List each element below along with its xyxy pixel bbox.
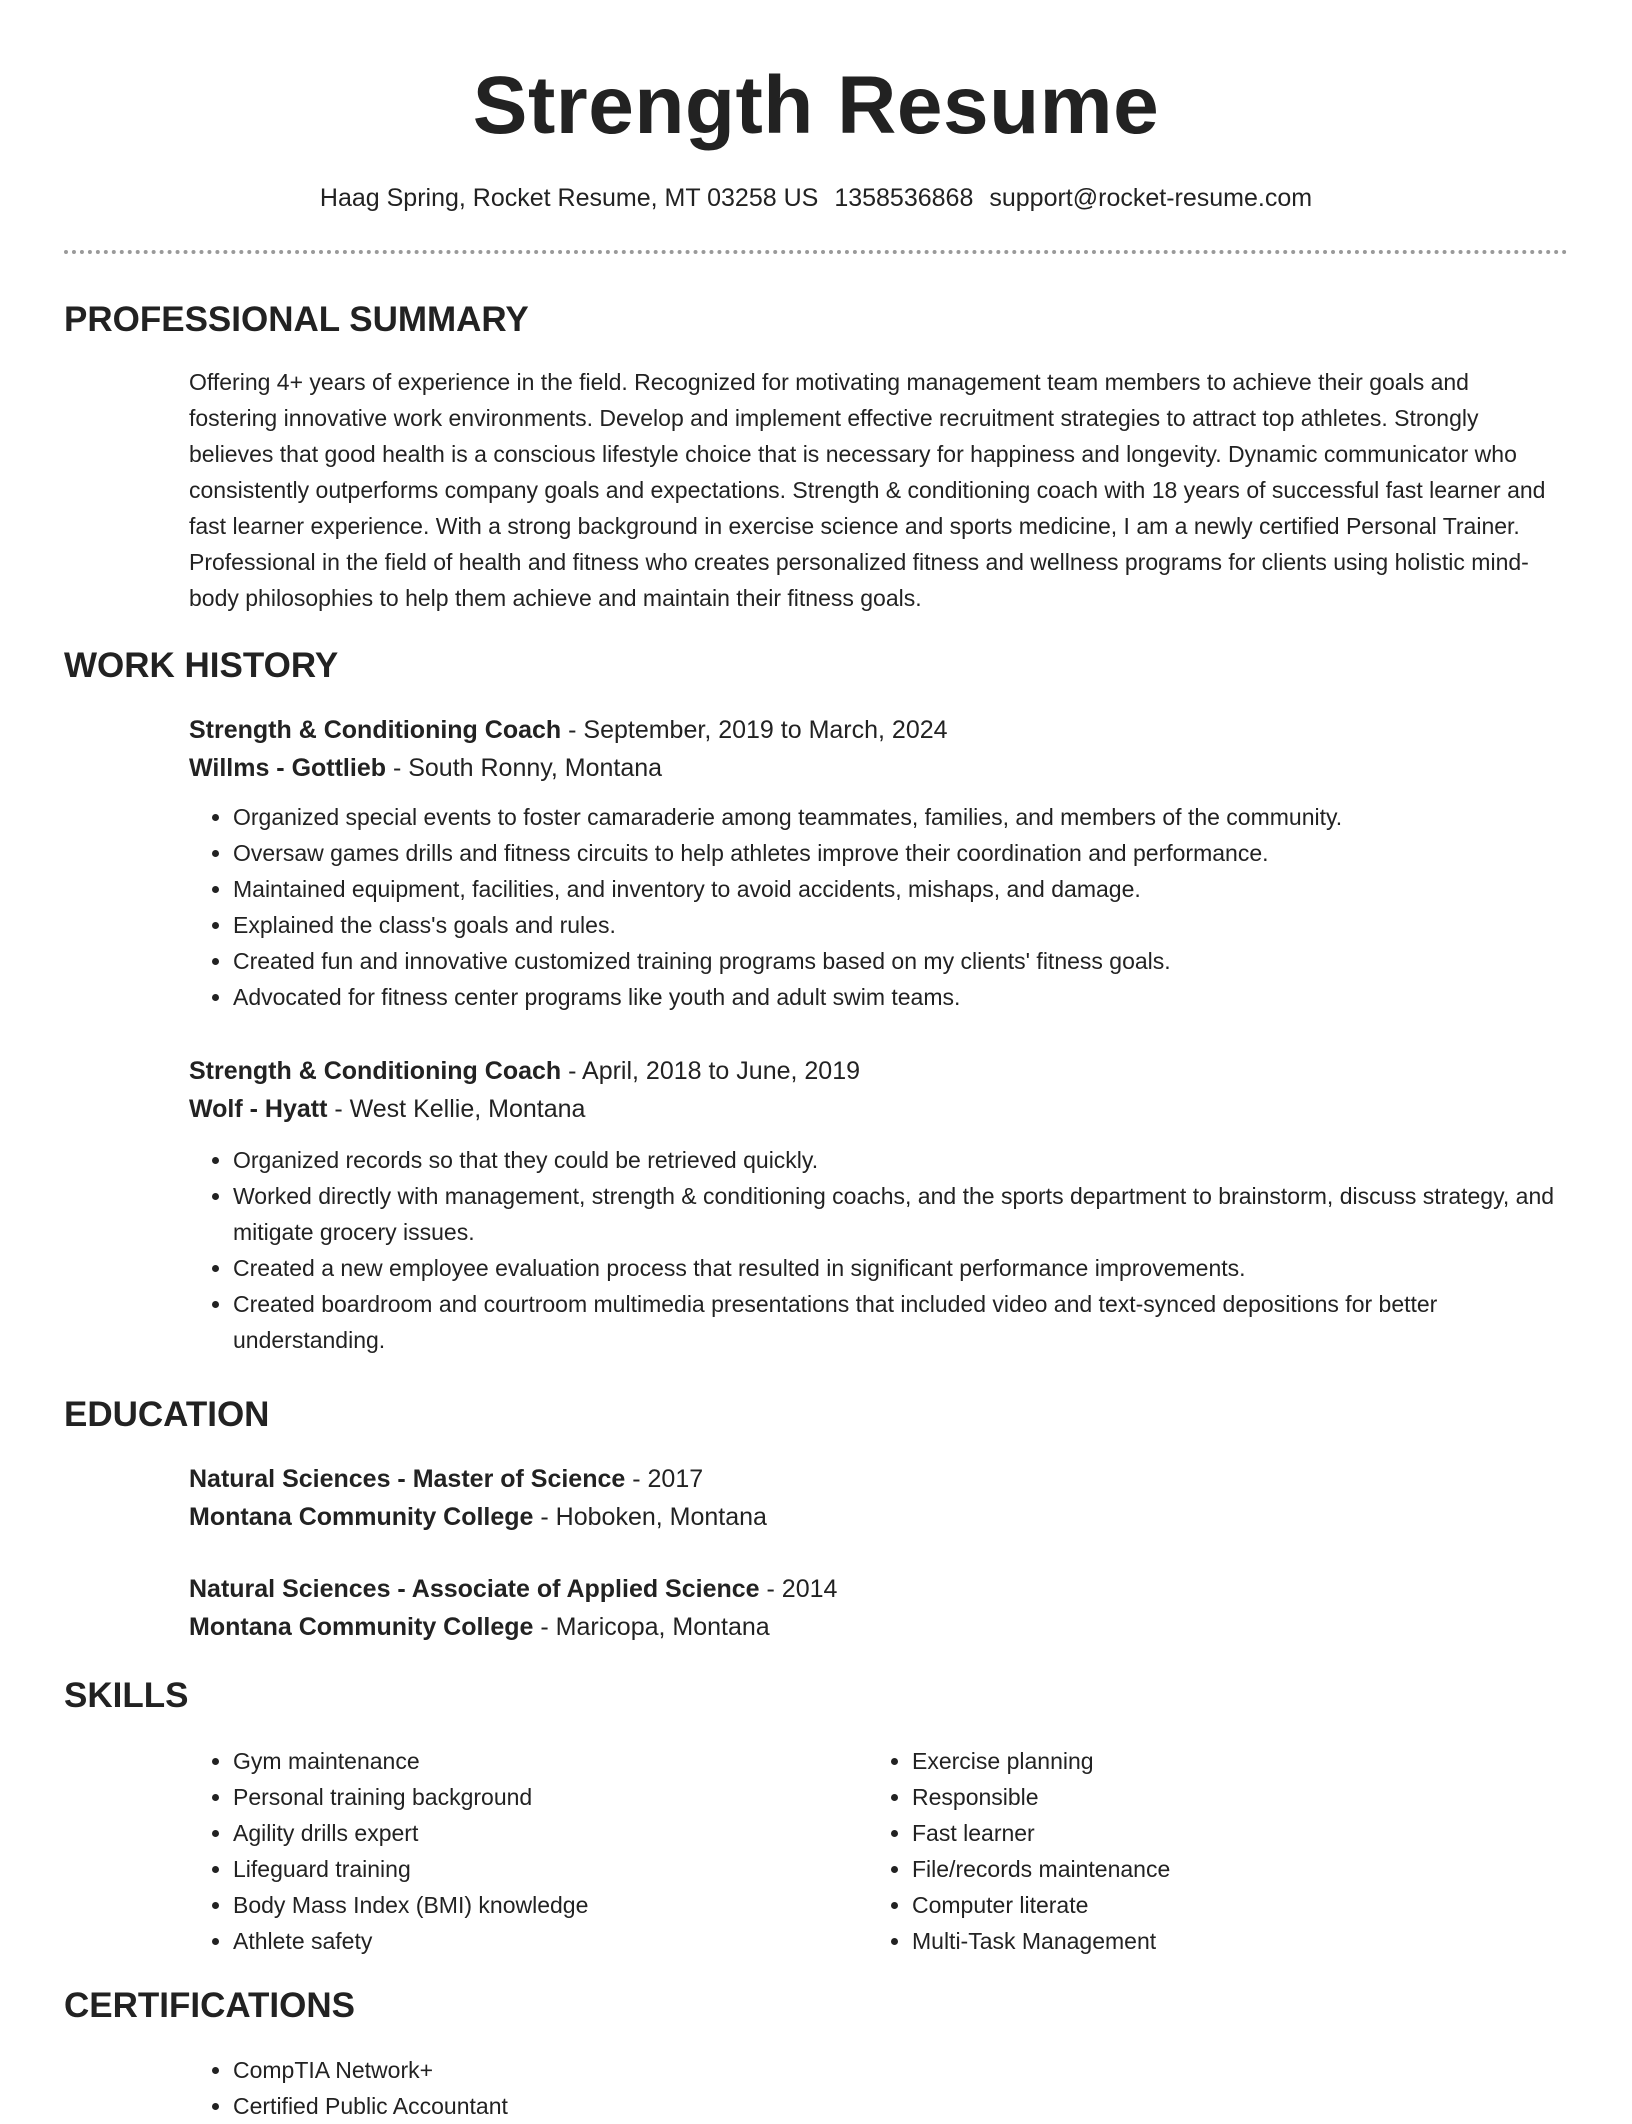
work-history-heading: WORK HISTORY: [64, 646, 339, 685]
education-entry-1: [189, 1460, 1559, 1536]
job-entry-1: [189, 711, 1559, 1015]
list-item: • Personal training background: [233, 1779, 829, 1815]
list-item: • File/records maintenance: [912, 1851, 1508, 1887]
list-item: • Created boardroom and courtroom multimedia presentations that included video and text-synced depositions for better understanding.: [233, 1286, 1559, 1358]
skills-heading: SKILLS: [64, 1676, 189, 1715]
degree-name: Natural Sciences - Master of Science: [189, 1465, 626, 1493]
list-item: • Maintained equipment, facilities, and inventory to avoid accidents, mishaps, and damage.: [233, 871, 1559, 907]
job-title-line: [189, 711, 1559, 749]
school-location: - Maricopa, Montana: [533, 1613, 770, 1641]
education-heading: EDUCATION: [64, 1395, 270, 1434]
list-item: • Lifeguard training: [233, 1851, 829, 1887]
list-item: • Organized records so that they could be retrieved quickly.: [233, 1142, 1559, 1178]
school-name: Montana Community College: [189, 1503, 534, 1531]
list-item: • Gym maintenance: [233, 1743, 829, 1779]
list-item: • Explained the class's goals and rules.: [233, 907, 1559, 943]
resume-name: Strength Resume: [472, 60, 1160, 151]
summary-text: Offering 4+ years of experience in the field. Recognized for motivating management team members to achieve their goals and fostering innovative work environments. Develop and implement effective recruitment strategies to attract top athletes. Strongly believes that good health is a conscious lifestyle choice that is necessary for happiness and longevity. Dynamic communicator who consistently outperforms company goals and expectations. Strength & conditioning coach with 18 years of successful fast learner and fast learner experience. With a strong background in exercise science and sports medicine, I am a newly certified Personal Trainer. Professional in the field of health and fitness who creates personalized fitness and wellness programs for clients using holistic mind-body philosophies to help them achieve and maintain their fitness goals.: [189, 369, 1546, 611]
summary-section: [189, 364, 1559, 616]
job-location: - South Ronny, Montana: [386, 754, 663, 782]
certifications-list: [189, 2052, 1559, 2124]
list-item: • Created a new employee evaluation process that resulted in significant performance improvements.: [233, 1250, 1559, 1286]
list-item: • Body Mass Index (BMI) knowledge: [233, 1887, 829, 1923]
job-dates: - April, 2018 to June, 2019: [561, 1057, 861, 1085]
list-item: • Worked directly with management, strength & conditioning coachs, and the sports department to brainstorm, discuss strategy, and mitigate grocery issues.: [233, 1178, 1559, 1250]
job-role: Strength & Conditioning Coach: [189, 716, 562, 744]
list-item: • Fast learner: [912, 1815, 1508, 1851]
list-item: • Advocated for fitness center programs like youth and adult swim teams.: [233, 979, 1559, 1015]
school-location: - Hoboken, Montana: [533, 1503, 767, 1531]
list-item: • CompTIA Network+: [233, 2052, 1559, 2088]
education-entry-2: [189, 1570, 1559, 1646]
job-entry-2: [189, 1052, 1559, 1358]
list-item: • Exercise planning: [912, 1743, 1508, 1779]
list-item: • Computer literate: [912, 1887, 1508, 1923]
job-company-line: [189, 749, 1559, 787]
job-company: Wolf - Hyatt: [189, 1095, 328, 1123]
school-name: Montana Community College: [189, 1613, 534, 1641]
list-item: • Oversaw games drills and fitness circuits to help athletes improve their coordination and performance.: [233, 835, 1559, 871]
job-company-line: [189, 1090, 1559, 1128]
contact-email: support@rocket-resume.com: [989, 184, 1313, 212]
certifications-heading: CERTIFICATIONS: [64, 1986, 356, 2025]
school-line: [189, 1498, 1559, 1536]
skills-list-left: [189, 1743, 829, 1959]
job-title-line: [189, 1052, 1559, 1090]
degree-year: - 2014: [759, 1575, 838, 1603]
job-role: Strength & Conditioning Coach: [189, 1057, 562, 1085]
job-dates: - September, 2019 to March, 2024: [561, 716, 948, 744]
list-item: • Athlete safety: [233, 1923, 829, 1959]
degree-line: [189, 1460, 1559, 1498]
job-bullets: [189, 799, 1559, 1015]
header-divider: [64, 250, 1568, 254]
list-item: • Organized special events to foster camaraderie among teammates, families, and members of the community.: [233, 799, 1559, 835]
list-item: • Multi-Task Management: [912, 1923, 1508, 1959]
job-location: - West Kellie, Montana: [327, 1095, 586, 1123]
list-item: • Certified Public Accountant: [233, 2088, 1559, 2124]
degree-line: [189, 1570, 1559, 1608]
skills-column-right: [868, 1743, 1508, 1959]
job-bullets: [189, 1142, 1559, 1358]
degree-name: Natural Sciences - Associate of Applied Science: [189, 1575, 760, 1603]
list-item: • Responsible: [912, 1779, 1508, 1815]
degree-year: - 2017: [625, 1465, 704, 1493]
summary-heading: PROFESSIONAL SUMMARY: [64, 300, 529, 339]
school-line: [189, 1608, 1559, 1646]
contact-line: [0, 182, 1632, 214]
certifications-section: [189, 2052, 1559, 2124]
skills-column-left: [189, 1743, 829, 1959]
contact-phone: 1358536868: [834, 184, 974, 212]
list-item: • Agility drills expert: [233, 1815, 829, 1851]
list-item: • Created fun and innovative customized training programs based on my clients' fitness goals.: [233, 943, 1559, 979]
skills-list-right: [868, 1743, 1508, 1959]
job-company: Willms - Gottlieb: [189, 754, 386, 782]
contact-address: Haag Spring, Rocket Resume, MT 03258 US: [319, 184, 819, 212]
